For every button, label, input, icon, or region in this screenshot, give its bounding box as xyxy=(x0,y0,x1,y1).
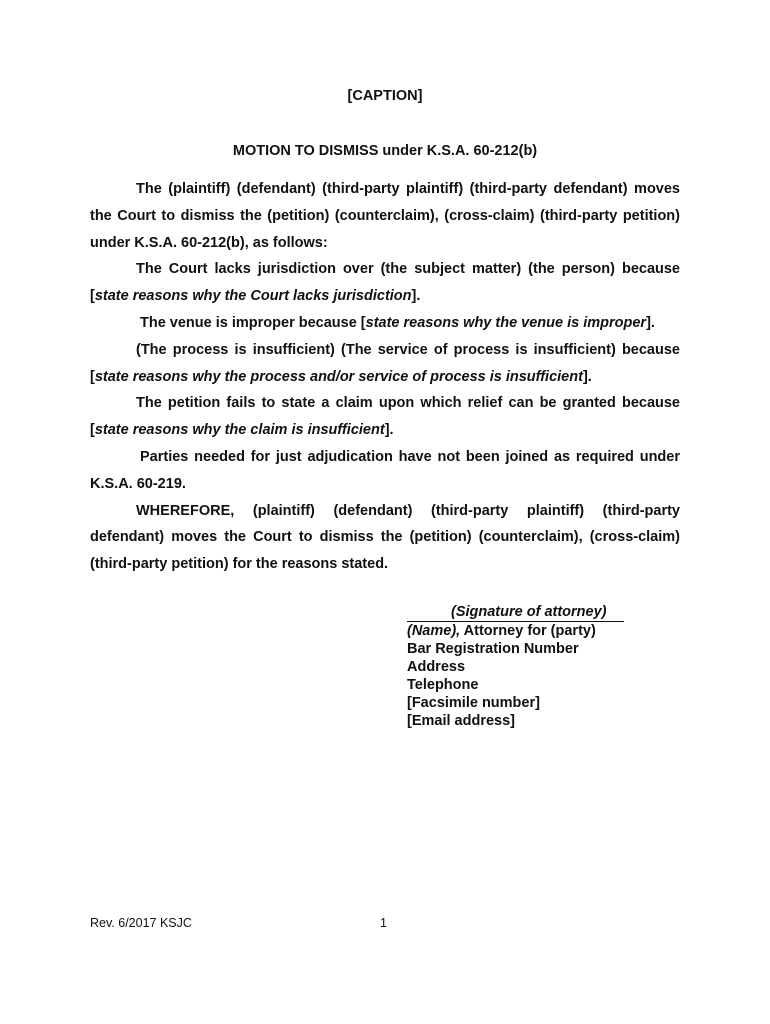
document-title: MOTION TO DISMISS under K.S.A. 60-212(b) xyxy=(232,143,538,159)
paragraph-wherefore: WHEREFORE, (plaintiff) (defendant) (third-party plaintiff) (third-party defendant) moves the Court to dismiss the (petition) (counterclaim), (cross-claim) (third-party petition) for the reasons stated. xyxy=(90,502,680,573)
signature-block xyxy=(407,603,647,730)
attorney-telephone: Telephone xyxy=(407,677,479,693)
paragraph-process-lead: (The process is insufficient) (The service of process is insufficient) because [ xyxy=(90,341,680,385)
paragraph-claim-tail: ]. xyxy=(384,422,394,439)
paragraph-jurisdiction-lead: The Court lacks jurisdiction over (the subject matter) (the person) because [ xyxy=(90,261,680,305)
paragraph-process xyxy=(90,337,680,391)
paragraph-jurisdiction xyxy=(90,256,680,310)
bar-registration-number: Bar Registration Number xyxy=(407,641,579,657)
paragraph-joinder: Parties needed for just adjudication have not been joined as required under K.S.A. 60-219. xyxy=(90,448,680,492)
attorney-email: [Email address] xyxy=(407,713,515,729)
attorney-for-party: Attorney for (party) xyxy=(460,623,596,639)
paragraph-venue-placeholder: state reasons why the venue is improper xyxy=(365,314,647,331)
paragraph-claim-lead: The petition fails to state a claim upon which relief can be granted because [ xyxy=(90,395,680,439)
attorney-name-row xyxy=(407,622,647,640)
paragraph-venue-tail: ]. xyxy=(646,314,655,331)
motion-body xyxy=(90,176,680,578)
attorney-address: Address xyxy=(407,659,466,675)
paragraph-jurisdiction-placeholder: state reasons why the Court lacks jurisdiction xyxy=(94,288,412,305)
paragraph-claim-placeholder: state reasons why the claim is insufficient xyxy=(94,422,385,439)
paragraph-process-tail: ]. xyxy=(582,368,592,385)
attorney-name: (Name), xyxy=(407,623,461,639)
paragraph-process-placeholder: state reasons why the process and/or service of process is insufficient xyxy=(94,368,583,385)
attorney-facsimile: [Facsimile number] xyxy=(407,695,540,711)
signature-line: (Signature of attorney) xyxy=(407,603,624,622)
paragraph-parties-move: The (plaintiff) (defendant) (third-party plaintiff) (third-party defendant) moves the Court to dismiss the (petition) (counterclaim), (cross-claim) (third-party petition) under K.S.A. 60-212(b), as follows: xyxy=(90,181,680,251)
signature-line-row xyxy=(407,603,647,622)
footer-page-number: 1 xyxy=(380,916,387,930)
paragraph-jurisdiction-tail: ]. xyxy=(411,288,421,305)
paragraph-venue xyxy=(90,310,680,337)
paragraph-failure-to-state-claim xyxy=(90,390,680,444)
paragraph-venue-lead: The venue is improper because [ xyxy=(140,314,366,331)
caption-heading: [CAPTION] xyxy=(347,88,423,104)
footer-revision: Rev. 6/2017 KSJC xyxy=(90,916,192,930)
